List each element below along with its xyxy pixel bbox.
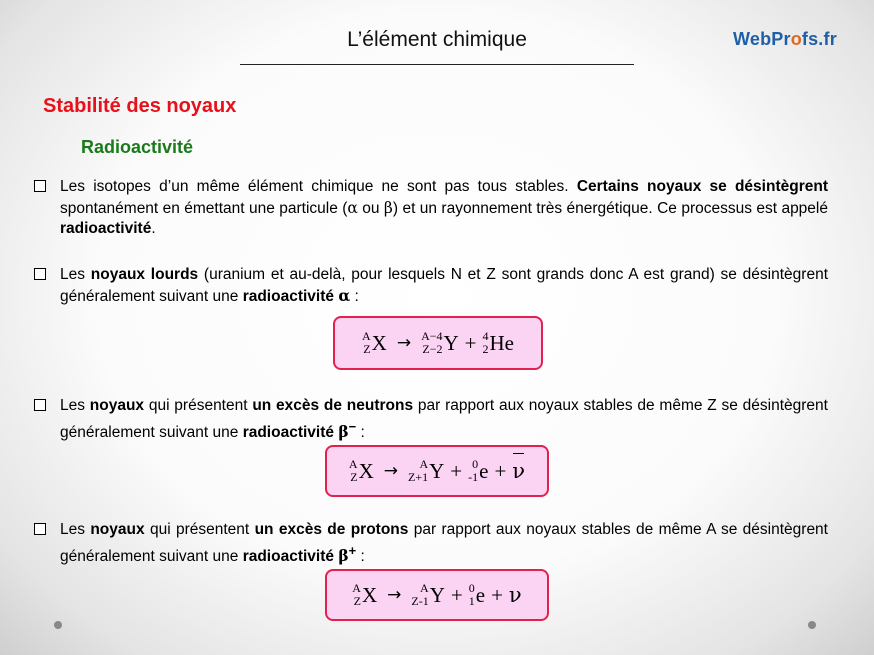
beta-symbol: β bbox=[338, 545, 349, 565]
atomic-number: 2 bbox=[482, 342, 489, 356]
equation-alpha bbox=[333, 316, 543, 370]
text: . bbox=[151, 220, 156, 237]
minus-superscript: − bbox=[348, 418, 357, 434]
logo-text-2: o bbox=[790, 29, 802, 49]
paragraph-proton-excess bbox=[60, 520, 828, 567]
antineutrino bbox=[512, 459, 525, 484]
charge-number: 1 bbox=[468, 594, 475, 608]
checkbox-bullet-icon bbox=[34, 523, 46, 535]
title-underline bbox=[240, 64, 634, 65]
logo-text-1: WebPr bbox=[733, 29, 791, 49]
alpha-symbol: α bbox=[338, 285, 351, 305]
text: Les bbox=[60, 521, 91, 538]
element-symbol: X bbox=[371, 330, 387, 355]
webprofs-logo[interactable] bbox=[733, 29, 837, 50]
charge-number: -1 bbox=[468, 470, 479, 484]
logo-text-3: fs.fr bbox=[801, 29, 837, 49]
paragraph-neutron-excess bbox=[60, 396, 828, 443]
text: par rapport aux noyaux stables de même Z se désintègrent généralement suivant une bbox=[60, 397, 828, 441]
paragraph-heavy-nuclei bbox=[60, 265, 828, 307]
checkbox-bullet-icon bbox=[34, 268, 46, 280]
bold-text: radioactivité bbox=[242, 287, 339, 305]
plus-sign: + bbox=[491, 582, 503, 607]
bold-text: noyaux bbox=[90, 521, 145, 538]
text: qui présentent bbox=[144, 521, 255, 538]
section-subtitle: Radioactivité bbox=[81, 137, 194, 157]
text: spontanément en émettant une particule ( bbox=[60, 199, 348, 217]
text: (uranium et au-delà, pour lesquels N et Z sont grands donc A est grand) se désintègrent généralement suivant une bbox=[60, 266, 828, 305]
plus-superscript: + bbox=[348, 542, 357, 558]
mass-number: A bbox=[361, 329, 371, 343]
particle-symbol: e bbox=[475, 582, 486, 607]
element-symbol: Y bbox=[443, 330, 459, 355]
equation-beta-plus bbox=[325, 569, 549, 621]
arrow-icon: → bbox=[387, 585, 402, 605]
bold-text: radioactivité bbox=[242, 547, 339, 565]
arrow-icon: → bbox=[383, 461, 398, 481]
checkbox-bullet-icon bbox=[34, 180, 46, 192]
neutrino: ν bbox=[508, 583, 522, 607]
atomic-number: Z-1 bbox=[411, 594, 429, 608]
nuclide-x bbox=[362, 330, 387, 356]
checkbox-bullet-icon bbox=[34, 399, 46, 411]
atomic-number: Z bbox=[363, 342, 371, 356]
nuclide-x bbox=[349, 458, 374, 484]
atomic-number: Z bbox=[350, 470, 358, 484]
atomic-number: Z+1 bbox=[408, 470, 429, 484]
electron bbox=[468, 458, 488, 484]
text: Les bbox=[60, 397, 90, 414]
positron bbox=[469, 582, 485, 608]
nuclide-x bbox=[352, 582, 377, 608]
mass-number: A bbox=[348, 457, 358, 471]
bold-text: radioactivité bbox=[60, 220, 152, 237]
overline bbox=[513, 453, 524, 454]
text: Les isotopes d’un même élément chimique ne sont pas tous stables. bbox=[60, 178, 577, 195]
text: ou bbox=[357, 199, 384, 217]
element-symbol: X bbox=[361, 582, 378, 607]
bold-text: noyaux bbox=[89, 397, 145, 414]
decorative-dot-icon bbox=[808, 621, 816, 629]
mass-number: A bbox=[419, 457, 429, 471]
text: qui présentent bbox=[144, 397, 253, 414]
element-symbol: He bbox=[489, 330, 515, 355]
mass-number: A bbox=[352, 581, 361, 595]
mass-number: 0 bbox=[472, 457, 479, 471]
atomic-number: Z−2 bbox=[422, 342, 443, 356]
section-title: Stabilité des noyaux bbox=[43, 95, 237, 117]
plus-sign: + bbox=[494, 458, 507, 483]
text: Les bbox=[60, 266, 91, 283]
mass-number: 4 bbox=[482, 329, 489, 343]
plus-sign: + bbox=[450, 582, 463, 607]
bold-text: radioactivité bbox=[242, 423, 339, 441]
element-symbol: X bbox=[358, 458, 374, 483]
text: : bbox=[356, 423, 365, 441]
slide-title: L’élément chimique bbox=[347, 28, 527, 51]
nuclide-y bbox=[411, 582, 445, 608]
arrow-icon: → bbox=[396, 333, 412, 353]
decorative-dot-icon bbox=[54, 621, 62, 629]
nuclide-y bbox=[421, 330, 459, 356]
plus-sign: + bbox=[464, 330, 477, 355]
bold-text: Certains noyaux se désintègrent bbox=[576, 178, 828, 195]
bold-text: un excès de protons bbox=[254, 521, 409, 538]
alpha-symbol: α bbox=[347, 198, 358, 217]
text: ) et un rayonnement très énergétique. Ce processus est appelé bbox=[392, 199, 828, 217]
bold-text: noyaux lourds bbox=[90, 266, 199, 283]
bold-text: un excès de neutrons bbox=[252, 397, 414, 414]
nuclide-y bbox=[408, 458, 444, 484]
particle-symbol: e bbox=[479, 458, 489, 483]
plus-sign: + bbox=[450, 458, 463, 483]
mass-number: A−4 bbox=[421, 329, 443, 343]
text: : bbox=[356, 547, 365, 565]
paragraph-isotopes bbox=[60, 177, 828, 240]
element-symbol: Y bbox=[429, 458, 445, 483]
text: : bbox=[350, 287, 359, 305]
beta-symbol: β bbox=[338, 421, 349, 441]
text: par rapport aux noyaux stables de même A se désintègrent généralement suivant une bbox=[60, 521, 828, 565]
element-symbol: Y bbox=[429, 582, 445, 607]
nu-symbol: ν bbox=[512, 458, 526, 483]
mass-number: 0 bbox=[468, 581, 475, 595]
nuclide-he bbox=[483, 330, 515, 356]
atomic-number: Z bbox=[353, 594, 361, 608]
equation-beta-minus bbox=[325, 445, 549, 497]
mass-number: A bbox=[420, 581, 429, 595]
beta-symbol: β bbox=[383, 198, 393, 217]
